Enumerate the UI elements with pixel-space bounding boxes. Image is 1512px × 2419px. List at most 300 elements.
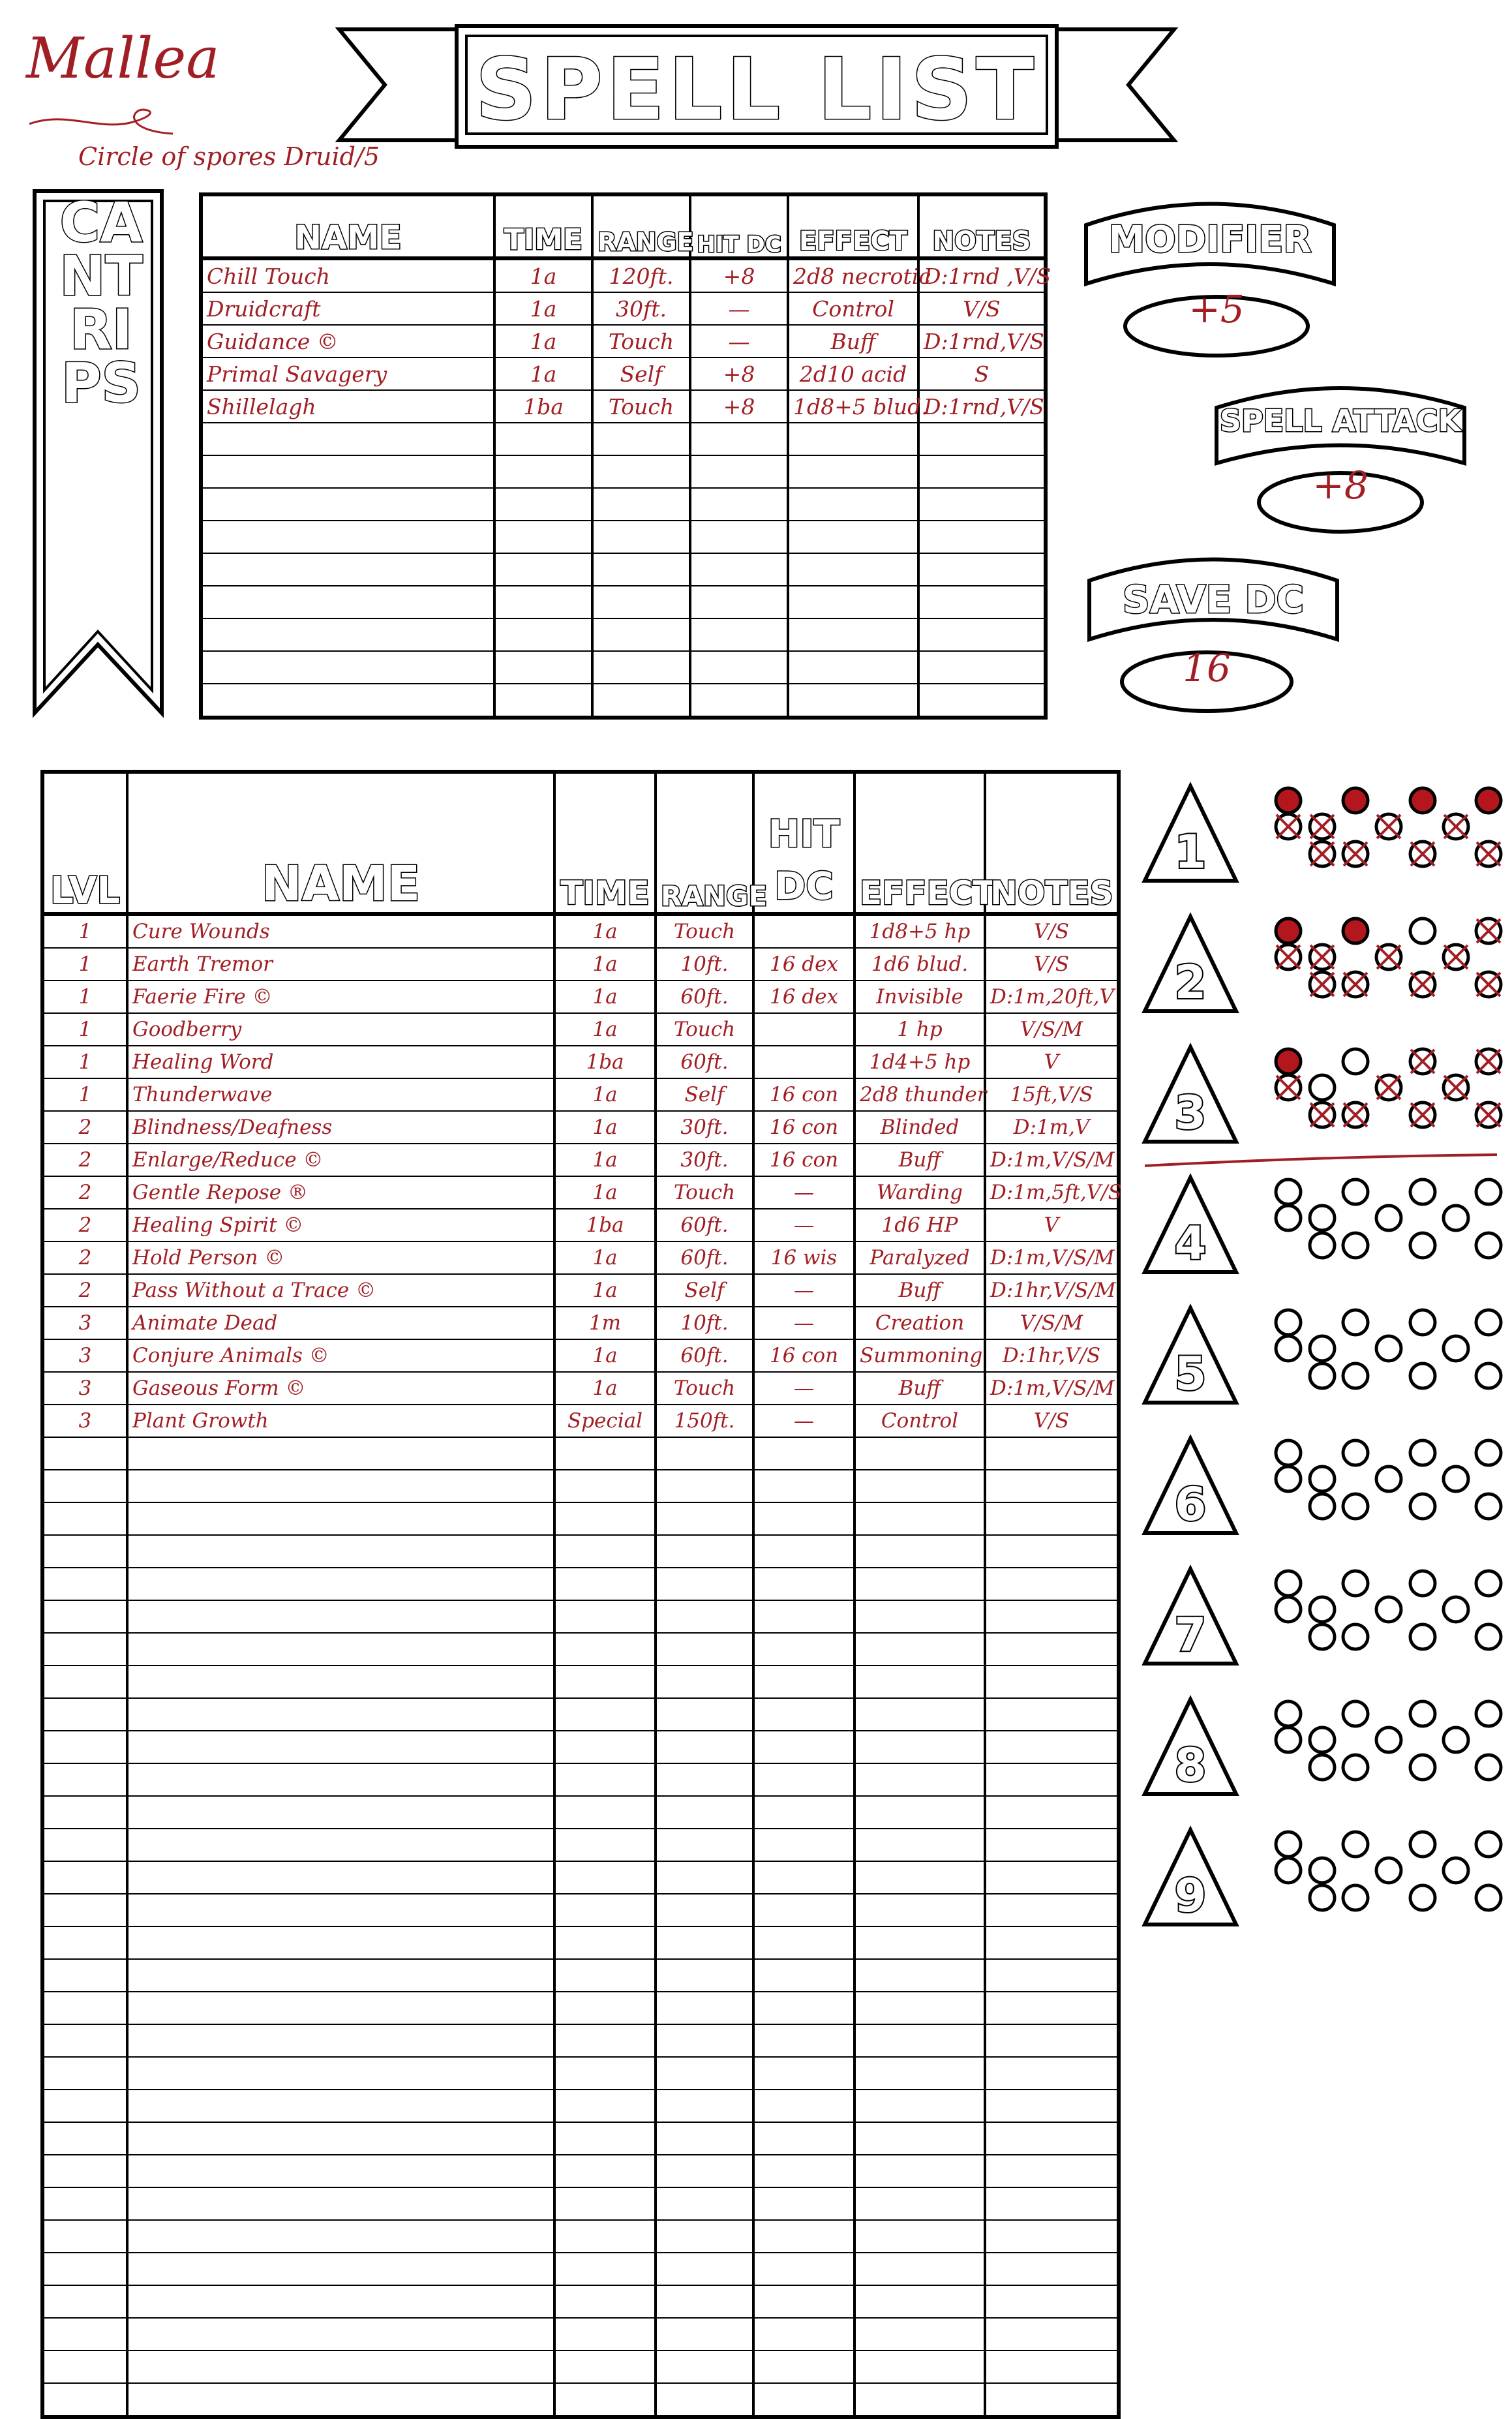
spell-cell[interactable]	[42, 1535, 127, 1568]
spell-slot[interactable]	[1276, 1858, 1301, 1883]
spell-cell[interactable]	[985, 1731, 1119, 1763]
spell-cell[interactable]: 2	[42, 1274, 127, 1307]
cantrip-cell[interactable]	[788, 553, 918, 586]
spell-slot[interactable]	[1410, 1233, 1435, 1258]
spell-cell[interactable]: 1a	[554, 1013, 656, 1046]
spell-cell[interactable]: D:1m,20ft,V	[985, 981, 1119, 1013]
spell-cell[interactable]	[854, 1763, 985, 1796]
spell-cell[interactable]	[656, 1698, 753, 1731]
spell-cell[interactable]: Hold Person ©	[127, 1241, 554, 1274]
spell-slot[interactable]	[1276, 1440, 1301, 1465]
spell-cell[interactable]: 16 dex	[753, 981, 854, 1013]
spell-cell[interactable]	[854, 1959, 985, 1992]
spell-cell[interactable]: 2	[42, 1209, 127, 1241]
spell-cell[interactable]	[656, 2220, 753, 2253]
spell-slot[interactable]	[1444, 1858, 1468, 1883]
cantrip-cell[interactable]: 30ft.	[592, 292, 690, 325]
spell-cell[interactable]	[554, 2155, 656, 2187]
spell-slot[interactable]	[1410, 788, 1435, 813]
cantrip-cell[interactable]: —	[690, 325, 788, 358]
spell-slot[interactable]	[1310, 1363, 1335, 1388]
spell-cell[interactable]	[854, 2057, 985, 2090]
cantrip-cell[interactable]	[918, 423, 1046, 455]
cantrip-cell[interactable]	[201, 651, 494, 684]
cantrip-cell[interactable]: 2d10 acid	[788, 358, 918, 390]
spell-slot[interactable]	[1410, 1310, 1435, 1335]
spell-cell[interactable]	[985, 1796, 1119, 1829]
cantrip-cell[interactable]: D:1rnd ,V/S	[918, 258, 1046, 292]
cantrip-cell[interactable]	[918, 455, 1046, 488]
cantrip-cell[interactable]	[690, 618, 788, 651]
spell-cell[interactable]	[42, 2024, 127, 2057]
spell-cell[interactable]: 15ft,V/S	[985, 1078, 1119, 1111]
spell-cell[interactable]	[854, 1600, 985, 1633]
spell-cell[interactable]	[656, 1470, 753, 1502]
spell-cell[interactable]: 2d8 thunder	[854, 1078, 985, 1111]
spell-slot[interactable]	[1410, 1885, 1435, 1910]
cantrip-cell[interactable]	[690, 586, 788, 618]
spell-cell[interactable]	[985, 1763, 1119, 1796]
spell-cell[interactable]	[985, 1861, 1119, 1894]
spell-slot[interactable]	[1410, 1494, 1435, 1519]
spell-cell[interactable]	[753, 1437, 854, 1470]
cantrip-cell[interactable]: 1a	[494, 325, 592, 358]
spell-slot[interactable]	[1310, 1494, 1335, 1519]
spell-slot[interactable]	[1476, 1179, 1501, 1204]
spell-slot[interactable]	[1444, 1467, 1468, 1491]
spell-cell[interactable]	[753, 1470, 854, 1502]
cantrip-cell[interactable]	[494, 586, 592, 618]
spell-cell[interactable]: V/S/M	[985, 1307, 1119, 1339]
spell-slot[interactable]	[1410, 1755, 1435, 1780]
spell-cell[interactable]	[753, 1861, 854, 1894]
spell-cell[interactable]	[127, 1829, 554, 1861]
cantrip-cell[interactable]	[788, 521, 918, 553]
cantrip-cell[interactable]: D:1rnd,V/S	[918, 325, 1046, 358]
spell-cell[interactable]	[854, 2285, 985, 2318]
spell-cell[interactable]	[656, 1600, 753, 1633]
spell-cell[interactable]	[127, 1894, 554, 1926]
spell-cell[interactable]	[554, 1502, 656, 1535]
spell-slot[interactable]	[1310, 1597, 1335, 1622]
spell-cell[interactable]	[854, 1992, 985, 2024]
spell-cell[interactable]	[554, 1829, 656, 1861]
spell-slot[interactable]	[1343, 1494, 1368, 1519]
spell-slot[interactable]	[1444, 1206, 1468, 1230]
cantrip-cell[interactable]	[592, 423, 690, 455]
spell-cell[interactable]	[854, 1731, 985, 1763]
cantrip-cell[interactable]: S	[918, 358, 1046, 390]
spell-cell[interactable]	[42, 1796, 127, 1829]
spell-cell[interactable]	[854, 1894, 985, 1926]
spell-cell[interactable]	[753, 2187, 854, 2220]
cantrip-cell[interactable]: Touch	[592, 390, 690, 423]
spell-cell[interactable]	[42, 1470, 127, 1502]
spell-cell[interactable]	[127, 1763, 554, 1796]
spell-cell[interactable]	[854, 2122, 985, 2155]
spell-cell[interactable]: 1ba	[554, 1046, 656, 1078]
spell-cell[interactable]: Earth Tremor	[127, 948, 554, 981]
spell-cell[interactable]	[656, 2285, 753, 2318]
spell-cell[interactable]	[854, 1470, 985, 1502]
spell-cell[interactable]	[42, 1698, 127, 1731]
cantrip-cell[interactable]	[592, 455, 690, 488]
cantrip-cell[interactable]	[201, 553, 494, 586]
spell-cell[interactable]	[753, 1796, 854, 1829]
cantrip-cell[interactable]	[201, 618, 494, 651]
spell-cell[interactable]	[656, 1731, 753, 1763]
spell-cell[interactable]: 10ft.	[656, 1307, 753, 1339]
spell-cell[interactable]	[42, 1861, 127, 1894]
cantrip-cell[interactable]	[201, 684, 494, 718]
spell-slot[interactable]	[1276, 1179, 1301, 1204]
cantrip-cell[interactable]	[494, 521, 592, 553]
spell-cell[interactable]	[127, 1535, 554, 1568]
spell-cell[interactable]	[656, 1437, 753, 1470]
spell-cell[interactable]	[985, 1894, 1119, 1926]
spell-cell[interactable]	[854, 1698, 985, 1731]
spell-slot[interactable]	[1343, 1049, 1368, 1074]
spell-cell[interactable]	[127, 2285, 554, 2318]
spell-cell[interactable]	[127, 2351, 554, 2383]
spell-cell[interactable]	[985, 2024, 1119, 2057]
spell-cell[interactable]: Warding	[854, 1176, 985, 1209]
spell-cell[interactable]	[656, 2057, 753, 2090]
spell-slot[interactable]	[1310, 1336, 1335, 1361]
spell-slot[interactable]	[1376, 1467, 1401, 1491]
spell-cell[interactable]: Gaseous Form ©	[127, 1372, 554, 1405]
spell-cell[interactable]	[127, 1992, 554, 2024]
cantrip-cell[interactable]	[592, 684, 690, 718]
spell-cell[interactable]: 60ft.	[656, 1046, 753, 1078]
cantrip-cell[interactable]	[690, 488, 788, 521]
spell-cell[interactable]	[985, 2318, 1119, 2351]
spell-cell[interactable]	[753, 1698, 854, 1731]
spell-cell[interactable]	[42, 2285, 127, 2318]
spell-slot[interactable]	[1376, 1858, 1401, 1883]
spell-slot[interactable]	[1410, 1363, 1435, 1388]
spell-cell[interactable]: Blindness/Deafness	[127, 1111, 554, 1144]
spell-cell[interactable]	[554, 1926, 656, 1959]
spell-cell[interactable]: 1d4+5 hp	[854, 1046, 985, 1078]
spell-cell[interactable]	[554, 1698, 656, 1731]
spell-cell[interactable]: 10ft.	[656, 948, 753, 981]
spell-slot[interactable]	[1276, 1571, 1301, 1596]
spell-cell[interactable]	[42, 1829, 127, 1861]
spell-cell[interactable]	[854, 1535, 985, 1568]
spell-cell[interactable]: 3	[42, 1372, 127, 1405]
cantrip-cell[interactable]	[788, 423, 918, 455]
spell-cell[interactable]	[656, 2187, 753, 2220]
spell-cell[interactable]	[127, 1796, 554, 1829]
spell-slot[interactable]	[1343, 1363, 1368, 1388]
cantrip-cell[interactable]	[918, 651, 1046, 684]
spell-cell[interactable]	[753, 1013, 854, 1046]
cantrip-cell[interactable]: 1d8+5 blud.	[788, 390, 918, 423]
spell-slot[interactable]	[1310, 1624, 1335, 1649]
spell-slot[interactable]	[1276, 919, 1301, 943]
spell-cell[interactable]	[854, 2351, 985, 2383]
spell-cell[interactable]	[854, 2220, 985, 2253]
spell-slot[interactable]	[1376, 1727, 1401, 1752]
spell-cell[interactable]	[42, 2090, 127, 2122]
spell-cell[interactable]	[854, 1502, 985, 1535]
spell-cell[interactable]: 60ft.	[656, 1339, 753, 1372]
cantrip-cell[interactable]	[788, 684, 918, 718]
spell-cell[interactable]	[554, 2285, 656, 2318]
spell-cell[interactable]: 150ft.	[656, 1405, 753, 1437]
spell-cell[interactable]	[127, 2057, 554, 2090]
spell-cell[interactable]	[554, 1470, 656, 1502]
spell-cell[interactable]	[753, 1633, 854, 1666]
spell-cell[interactable]	[656, 1992, 753, 2024]
spell-cell[interactable]: D:1hr,V/S	[985, 1339, 1119, 1372]
spell-cell[interactable]	[127, 1926, 554, 1959]
cantrip-cell[interactable]: —	[690, 292, 788, 325]
spell-cell[interactable]: 30ft.	[656, 1144, 753, 1176]
spell-cell[interactable]	[753, 2024, 854, 2057]
spell-cell[interactable]: V/S/M	[985, 1013, 1119, 1046]
spell-slot[interactable]	[1410, 1701, 1435, 1726]
spell-cell[interactable]	[854, 2253, 985, 2285]
cantrip-cell[interactable]	[201, 423, 494, 455]
spell-cell[interactable]	[753, 1926, 854, 1959]
spell-cell[interactable]: 1m	[554, 1307, 656, 1339]
spell-cell[interactable]	[656, 2318, 753, 2351]
spell-cell[interactable]: V/S	[985, 914, 1119, 948]
spell-cell[interactable]: 1a	[554, 1372, 656, 1405]
cantrip-cell[interactable]	[788, 455, 918, 488]
spell-cell[interactable]	[753, 1046, 854, 1078]
spell-cell[interactable]	[985, 2253, 1119, 2285]
spell-cell[interactable]: Pass Without a Trace ©	[127, 1274, 554, 1307]
cantrip-cell[interactable]: Chill Touch	[201, 258, 494, 292]
spell-cell[interactable]: D:1m,V/S/M	[985, 1241, 1119, 1274]
spell-cell[interactable]	[42, 2187, 127, 2220]
spell-cell[interactable]	[985, 1633, 1119, 1666]
spell-cell[interactable]	[656, 1763, 753, 1796]
cantrip-cell[interactable]: 1a	[494, 292, 592, 325]
spell-cell[interactable]: Touch	[656, 914, 753, 948]
cantrip-cell[interactable]: +8	[690, 390, 788, 423]
spell-cell[interactable]: 1	[42, 981, 127, 1013]
spell-cell[interactable]: 16 con	[753, 1078, 854, 1111]
spell-cell[interactable]: Touch	[656, 1372, 753, 1405]
spell-cell[interactable]: 3	[42, 1405, 127, 1437]
spell-cell[interactable]: —	[753, 1209, 854, 1241]
spell-cell[interactable]	[554, 2122, 656, 2155]
spell-cell[interactable]	[985, 1992, 1119, 2024]
cantrip-cell[interactable]	[201, 586, 494, 618]
spell-cell[interactable]: Creation	[854, 1307, 985, 1339]
spell-cell[interactable]	[656, 1568, 753, 1600]
spell-cell[interactable]	[42, 1600, 127, 1633]
cantrip-cell[interactable]: Control	[788, 292, 918, 325]
spell-slot[interactable]	[1410, 1624, 1435, 1649]
spell-cell[interactable]	[554, 1731, 656, 1763]
spell-cell[interactable]	[127, 2090, 554, 2122]
spell-cell[interactable]	[753, 2351, 854, 2383]
spell-cell[interactable]	[854, 1926, 985, 1959]
spell-cell[interactable]	[656, 1666, 753, 1698]
cantrip-cell[interactable]: 120ft.	[592, 258, 690, 292]
spell-cell[interactable]	[42, 2383, 127, 2417]
spell-slot[interactable]	[1444, 1597, 1468, 1622]
cantrip-cell[interactable]	[494, 423, 592, 455]
cantrip-cell[interactable]	[592, 651, 690, 684]
spell-cell[interactable]: —	[753, 1372, 854, 1405]
spell-cell[interactable]	[656, 2253, 753, 2285]
spell-cell[interactable]: 2	[42, 1176, 127, 1209]
spell-cell[interactable]	[985, 2285, 1119, 2318]
spell-cell[interactable]	[753, 1502, 854, 1535]
spell-cell[interactable]	[753, 1992, 854, 2024]
spell-cell[interactable]	[854, 2024, 985, 2057]
spell-slot[interactable]	[1343, 919, 1368, 943]
spell-cell[interactable]	[127, 2318, 554, 2351]
spell-cell[interactable]: 1 hp	[854, 1013, 985, 1046]
spell-cell[interactable]	[656, 1829, 753, 1861]
spell-cell[interactable]	[42, 1959, 127, 1992]
spell-slot[interactable]	[1476, 1571, 1501, 1596]
spell-cell[interactable]: —	[753, 1307, 854, 1339]
spell-cell[interactable]	[854, 2187, 985, 2220]
spell-cell[interactable]	[554, 1894, 656, 1926]
spell-cell[interactable]: Touch	[656, 1176, 753, 1209]
spell-cell[interactable]	[753, 2318, 854, 2351]
spell-cell[interactable]	[656, 2090, 753, 2122]
spell-cell[interactable]	[753, 1535, 854, 1568]
spell-cell[interactable]: Conjure Animals ©	[127, 1339, 554, 1372]
spell-cell[interactable]	[127, 1959, 554, 1992]
spell-cell[interactable]	[985, 2155, 1119, 2187]
spell-cell[interactable]: 3	[42, 1307, 127, 1339]
spell-cell[interactable]	[985, 1470, 1119, 1502]
spell-slot[interactable]	[1476, 1624, 1501, 1649]
spell-slot[interactable]	[1476, 1233, 1501, 1258]
spell-cell[interactable]	[554, 1568, 656, 1600]
spell-cell[interactable]	[127, 1600, 554, 1633]
spell-cell[interactable]	[42, 1763, 127, 1796]
spell-slot[interactable]	[1476, 1701, 1501, 1726]
spell-slot[interactable]	[1343, 788, 1368, 813]
spell-cell[interactable]: Paralyzed	[854, 1241, 985, 1274]
spell-cell[interactable]	[554, 2187, 656, 2220]
cantrip-cell[interactable]: Shillelagh	[201, 390, 494, 423]
cantrip-cell[interactable]: Primal Savagery	[201, 358, 494, 390]
spell-cell[interactable]	[985, 1698, 1119, 1731]
spell-cell[interactable]	[854, 2090, 985, 2122]
spell-cell[interactable]	[554, 1633, 656, 1666]
cantrip-cell[interactable]	[788, 618, 918, 651]
spell-slot[interactable]	[1276, 1049, 1301, 1074]
spell-cell[interactable]	[554, 2253, 656, 2285]
cantrip-cell[interactable]	[494, 684, 592, 718]
spell-slot[interactable]	[1310, 1858, 1335, 1883]
spell-slot[interactable]	[1476, 1755, 1501, 1780]
spell-slot[interactable]	[1343, 1624, 1368, 1649]
cantrip-cell[interactable]	[494, 455, 592, 488]
cantrip-cell[interactable]: 2d8 necrotic	[788, 258, 918, 292]
spell-cell[interactable]	[127, 1731, 554, 1763]
spell-cell[interactable]	[127, 2155, 554, 2187]
spell-cell[interactable]: 16 con	[753, 1144, 854, 1176]
spell-cell[interactable]: 1	[42, 1078, 127, 1111]
spell-cell[interactable]	[127, 1861, 554, 1894]
spell-cell[interactable]	[985, 1829, 1119, 1861]
spell-slot[interactable]	[1310, 1467, 1335, 1491]
spell-cell[interactable]	[753, 1763, 854, 1796]
spell-cell[interactable]	[42, 1568, 127, 1600]
spell-cell[interactable]	[854, 2318, 985, 2351]
spell-slot[interactable]	[1343, 1440, 1368, 1465]
spell-cell[interactable]	[127, 1470, 554, 1502]
spell-cell[interactable]	[554, 2057, 656, 2090]
cantrip-cell[interactable]: Druidcraft	[201, 292, 494, 325]
spell-slot[interactable]	[1343, 1310, 1368, 1335]
cantrip-cell[interactable]	[592, 586, 690, 618]
spell-slot[interactable]	[1276, 1206, 1301, 1230]
spell-cell[interactable]	[656, 1796, 753, 1829]
spell-cell[interactable]: Self	[656, 1274, 753, 1307]
spell-cell[interactable]	[127, 1502, 554, 1535]
spell-cell[interactable]	[554, 2351, 656, 2383]
spell-slot[interactable]	[1310, 1727, 1335, 1752]
cantrip-cell[interactable]	[690, 521, 788, 553]
spell-slot[interactable]	[1410, 1179, 1435, 1204]
spell-cell[interactable]	[127, 1437, 554, 1470]
spell-cell[interactable]	[554, 1437, 656, 1470]
spell-cell[interactable]	[127, 2383, 554, 2417]
spell-cell[interactable]	[42, 2122, 127, 2155]
spell-cell[interactable]	[985, 2351, 1119, 2383]
spell-cell[interactable]: —	[753, 1405, 854, 1437]
spell-slot[interactable]	[1410, 919, 1435, 943]
spell-cell[interactable]	[985, 2090, 1119, 2122]
spell-cell[interactable]	[656, 1861, 753, 1894]
spell-cell[interactable]: Blinded	[854, 1111, 985, 1144]
cantrip-cell[interactable]	[788, 488, 918, 521]
spell-cell[interactable]	[854, 1829, 985, 1861]
spell-cell[interactable]	[554, 2383, 656, 2417]
spell-cell[interactable]	[127, 2024, 554, 2057]
spell-cell[interactable]	[753, 2285, 854, 2318]
spell-cell[interactable]	[42, 1731, 127, 1763]
spell-cell[interactable]	[554, 1600, 656, 1633]
cantrip-cell[interactable]	[592, 488, 690, 521]
spell-cell[interactable]	[656, 1535, 753, 1568]
spell-cell[interactable]	[656, 2122, 753, 2155]
spell-slot[interactable]	[1476, 1885, 1501, 1910]
cantrip-cell[interactable]: +8	[690, 258, 788, 292]
spell-cell[interactable]	[753, 2220, 854, 2253]
spell-cell[interactable]: V/S	[985, 948, 1119, 981]
spell-cell[interactable]: 1a	[554, 1241, 656, 1274]
spell-cell[interactable]: V	[985, 1209, 1119, 1241]
spell-cell[interactable]: 1a	[554, 1111, 656, 1144]
spell-cell[interactable]	[985, 2122, 1119, 2155]
spell-cell[interactable]	[656, 2024, 753, 2057]
spell-slot[interactable]	[1343, 1701, 1368, 1726]
spell-slot[interactable]	[1410, 1832, 1435, 1857]
spell-cell[interactable]	[42, 1992, 127, 2024]
spell-slot[interactable]	[1276, 1336, 1301, 1361]
spell-cell[interactable]	[985, 1502, 1119, 1535]
spell-cell[interactable]: Summoning	[854, 1339, 985, 1372]
cantrip-cell[interactable]: Touch	[592, 325, 690, 358]
cantrip-cell[interactable]	[494, 488, 592, 521]
spell-cell[interactable]	[554, 1535, 656, 1568]
